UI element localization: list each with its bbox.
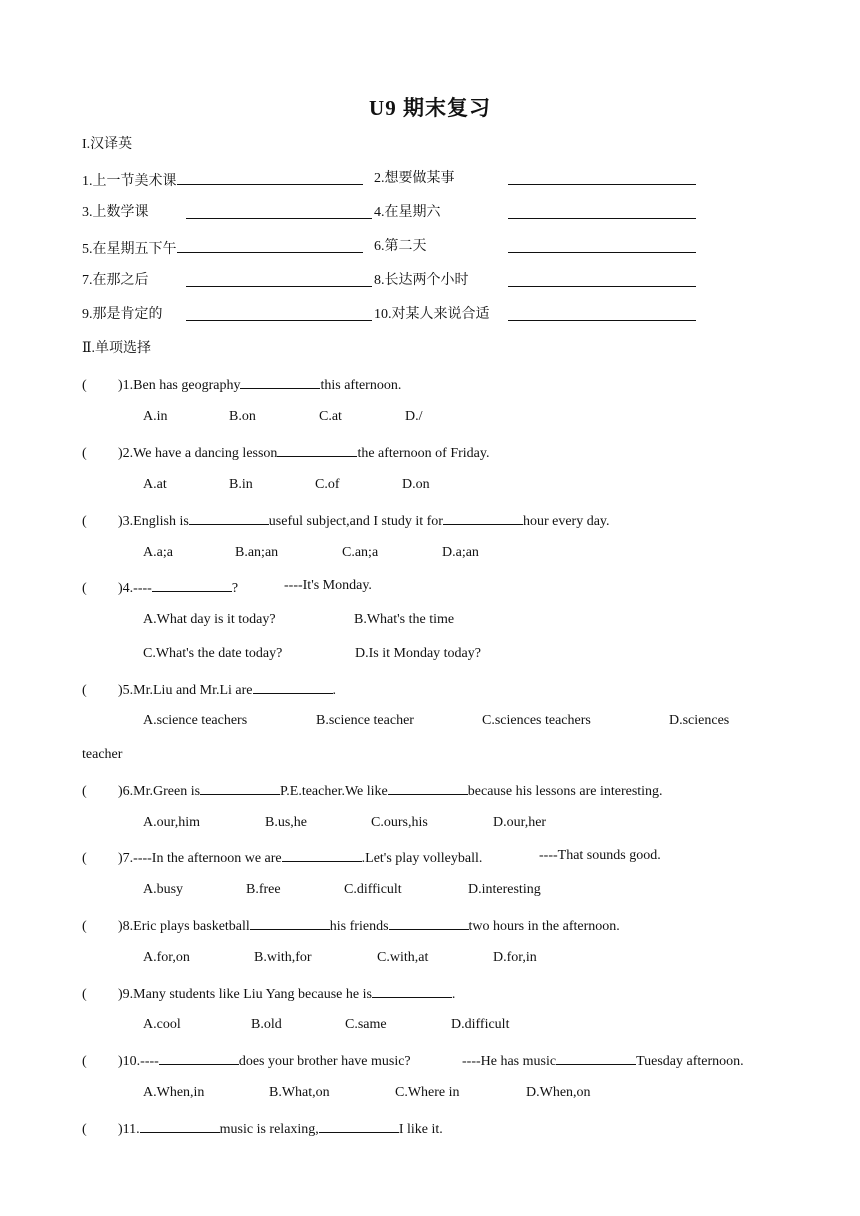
section2-heading: Ⅱ.单项选择	[82, 341, 152, 356]
answer-blank[interactable]	[372, 983, 452, 998]
answer-blank[interactable]	[508, 204, 696, 225]
question-1: ( )1.Ben has geography this afternoon.	[82, 374, 401, 395]
translate-item-1: 1.上一节美术课	[82, 170, 363, 191]
option-b: B.us,he	[265, 815, 307, 830]
page-title: U9 期末复习	[369, 96, 491, 120]
section1-heading: I.汉译英	[82, 137, 133, 152]
option-b: B.What's the time	[354, 612, 455, 627]
option-c: C.with,at	[377, 950, 429, 965]
translate-item-5: 5.在星期五下午	[82, 238, 363, 259]
question-5: ( )5.Mr.Liu and Mr.Li are .	[82, 679, 336, 700]
answer-blank[interactable]	[159, 1050, 239, 1065]
option-b: B.old	[251, 1017, 282, 1032]
question-8: ( )8.Eric plays basketball his friends two hours in the afternoon.	[82, 915, 620, 936]
option-b: B.an;an	[235, 545, 279, 560]
question-4-answer: ----It's Monday.	[284, 578, 372, 593]
answer-blank[interactable]	[186, 306, 372, 327]
translate-item-9: 9.那是肯定的	[82, 307, 163, 322]
option-c: C.at	[319, 409, 342, 424]
answer-blank[interactable]	[200, 780, 280, 795]
answer-blank[interactable]	[282, 847, 362, 862]
option-d: D.on	[402, 477, 430, 492]
answer-blank[interactable]	[389, 915, 469, 930]
answer-blank[interactable]	[388, 780, 468, 795]
answer-blank[interactable]	[556, 1050, 636, 1065]
answer-blank[interactable]	[177, 238, 363, 253]
option-d: D.for,in	[493, 950, 537, 965]
option-b: B.What,on	[269, 1085, 330, 1100]
option-c: C.ours,his	[371, 815, 428, 830]
question-3: ( )3.English is useful subject,and I study it for hour every day.	[82, 510, 610, 531]
option-b: B.in	[229, 477, 253, 492]
option-d: D.our,her	[493, 815, 547, 830]
question-10-reply: ----He has music Tuesday afternoon.	[462, 1050, 744, 1071]
option-d: D.difficult	[451, 1017, 510, 1032]
option-b: B.with,for	[254, 950, 312, 965]
translate-item-4: 4.在星期六	[374, 205, 441, 220]
option-c: C.an;a	[342, 545, 379, 560]
option-d: D.sciences	[669, 713, 730, 728]
option-b: B.science teacher	[316, 713, 414, 728]
option-a: A.busy	[143, 882, 184, 897]
option-a: A.for,on	[143, 950, 190, 965]
answer-blank[interactable]	[250, 915, 330, 930]
option-c: C.same	[345, 1017, 387, 1032]
option-c: C.difficult	[344, 882, 402, 897]
question-6: ( )6.Mr.Green is P.E.teacher.We like because his lessons are interesting.	[82, 780, 663, 801]
option-a: A.at	[143, 477, 167, 492]
option-a: A.science teachers	[143, 713, 248, 728]
question-7: ( )7.----In the afternoon we are .Let's play volleyball.	[82, 847, 482, 868]
question-10: ( )10.---- does your brother have music?	[82, 1050, 411, 1071]
question-11: ( )11. music is relaxing, I like it.	[82, 1118, 443, 1139]
answer-blank[interactable]	[152, 577, 232, 592]
question-2: ( )2.We have a dancing lesson the afternoon of Friday.	[82, 442, 490, 463]
answer-blank[interactable]	[186, 204, 372, 225]
translate-item-2: 2.想要做某事	[374, 171, 455, 186]
question-9: ( )9.Many students like Liu Yang because he is .	[82, 983, 455, 1004]
option-c: C.Where in	[395, 1085, 460, 1100]
option-a: A.our,him	[143, 815, 200, 830]
option-a: A.a;a	[143, 545, 173, 560]
question-7-reply: ----That sounds good.	[539, 848, 661, 863]
option-d: D.interesting	[468, 882, 541, 897]
answer-blank[interactable]	[253, 679, 333, 694]
option-a: A.What day is it today?	[143, 612, 276, 627]
option-d: D.When,on	[526, 1085, 591, 1100]
option-a: A.in	[143, 409, 168, 424]
answer-blank[interactable]	[189, 510, 269, 525]
answer-blank[interactable]	[186, 272, 372, 293]
translate-item-8: 8.长达两个小时	[374, 273, 469, 288]
option-c: C.of	[315, 477, 340, 492]
translate-item-10: 10.对某人来说合适	[374, 307, 490, 322]
option-c: C.sciences teachers	[482, 713, 591, 728]
option-d: D.Is it Monday today?	[355, 646, 481, 661]
translate-item-6: 6.第二天	[374, 239, 427, 254]
answer-blank[interactable]	[140, 1118, 220, 1133]
translate-item-7: 7.在那之后	[82, 273, 149, 288]
answer-blank[interactable]	[508, 272, 696, 293]
option-d-wrap: teacher	[82, 747, 123, 762]
answer-blank[interactable]	[177, 170, 363, 185]
answer-blank[interactable]	[508, 170, 696, 191]
answer-blank[interactable]	[277, 442, 357, 457]
answer-blank[interactable]	[319, 1118, 399, 1133]
option-a: A.cool	[143, 1017, 181, 1032]
question-4: ( )4.---- ?	[82, 577, 238, 598]
answer-blank[interactable]	[443, 510, 523, 525]
answer-blank[interactable]	[240, 374, 320, 389]
option-d: D.a;an	[442, 545, 479, 560]
option-a: A.When,in	[143, 1085, 205, 1100]
option-d: D./	[405, 409, 423, 424]
translate-item-3: 3.上数学课	[82, 205, 149, 220]
answer-blank[interactable]	[508, 306, 696, 327]
option-b: B.free	[246, 882, 281, 897]
option-c: C.What's the date today?	[143, 646, 283, 661]
option-b: B.on	[229, 409, 256, 424]
answer-blank[interactable]	[508, 238, 696, 259]
